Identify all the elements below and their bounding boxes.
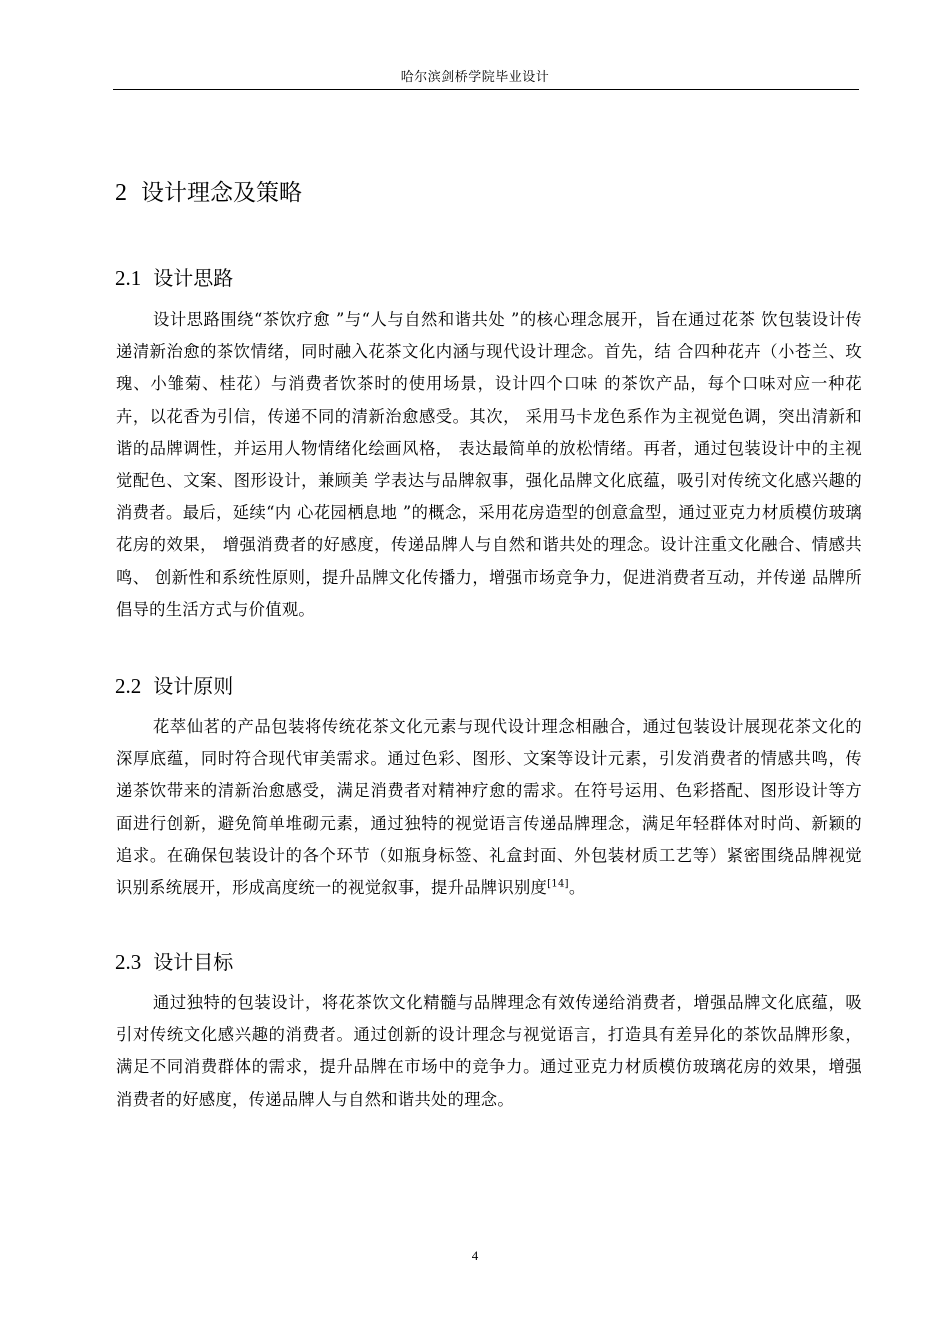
section-number: 2.2 bbox=[115, 674, 142, 698]
section-number: 2.1 bbox=[115, 266, 142, 290]
section-heading-2-1 bbox=[115, 262, 233, 291]
section-paragraph-2-1: 设计思路围绕“茶饮疗愈 ”与“人与自然和谐共处 ”的核心理念展开，旨在通过花茶 饮包装设计传递清新治愈的茶饮情绪，同时融入花茶文化内涵与现代设计理念。首先，结 合四种花卉（小苍兰、玫瑰、小雏菊、桂花）与消费者饮茶时的使用场景，设计四个口味 的茶饮产品，每个口味对应一种花卉，以花香为引信，传递不同的清新治愈感受。其次， 采用马卡龙色系作为主视觉色调，突出清新和谐的品牌调性，并运用人物情绪化绘画风格， 表达最简单的放松情绪。再者，通过包装设计中的主视觉配色、文案、图形设计，兼顾美 学表达与品牌叙事，强化品牌文化底蕴，吸引对传统文化感兴趣的消费者。最后，延续“内 心花园栖息地 ”的概念，采用花房造型的创意盒型，通过亚克力材质模仿玻璃花房的效果， 增强消费者的好感度，传递品牌人与自然和谐共处的理念。设计注重文化融合、情感共鸣、 创新性和系统性原则，提升品牌文化传播力，增强市场竞争力，促进消费者互动，并传递 品牌所倡导的生活方式与价值观。 bbox=[116, 310, 862, 619]
header-rule bbox=[113, 89, 859, 90]
section-title: 设计思路 bbox=[153, 266, 234, 290]
running-header: 哈尔滨剑桥学院毕业设计 bbox=[400, 70, 550, 85]
page-number: 4 bbox=[471, 1248, 479, 1263]
citation-ref: [14] bbox=[547, 878, 569, 890]
section-paragraph-2-2 bbox=[116, 711, 862, 904]
section-paragraph-2-3: 通过独特的包装设计，将花茶饮文化精髓与品牌理念有效传递给消费者，增强品牌文化底蕴，吸引对传统文化感兴趣的消费者。通过创新的设计理念与视觉语言，打造具有差异化的茶饮品牌形象，满足不同消费群体的需求，提升品牌在市场中的竞争力。通过亚克力材质模仿玻璃花房的效果，增强消费者的好感度，传递品牌人与自然和谐共处的理念。 bbox=[116, 993, 862, 1109]
chapter-number: 2 bbox=[115, 180, 127, 206]
paragraph-text: 花萃仙茗的产品包装将传统花茶文化元素与现代设计理念相融合，通过包装设计展现花茶文化的深厚底蕴，同时符合现代审美需求。通过色彩、图形、文案等设计元素，引发消费者的情感共鸣，传递茶饮带来的清新治愈感受，满足消费者对精神疗愈的需求。在符号运用、色彩搭配、图形设计等方面进行创新，避免简单堆砌元素，通过独特的视觉语言传递品牌理念，满足年轻群体对时尚、新颖的追求。在确保包装设计的各个环节（如瓶身标签、礼盒封面、外包装材质工艺等）紧密围绕品牌视觉识别系统展开，形成高度统一的视觉叙事，提升品牌识别度 bbox=[116, 717, 862, 898]
paragraph-end: 。 bbox=[568, 878, 586, 898]
section-title: 设计原则 bbox=[153, 674, 234, 698]
section-number: 2.3 bbox=[115, 950, 142, 974]
section-heading-2-3 bbox=[115, 946, 233, 975]
section-title: 设计目标 bbox=[153, 950, 234, 974]
section-heading-2-2 bbox=[115, 670, 233, 699]
chapter-heading bbox=[115, 174, 302, 207]
chapter-title: 设计理念及策略 bbox=[141, 180, 302, 206]
